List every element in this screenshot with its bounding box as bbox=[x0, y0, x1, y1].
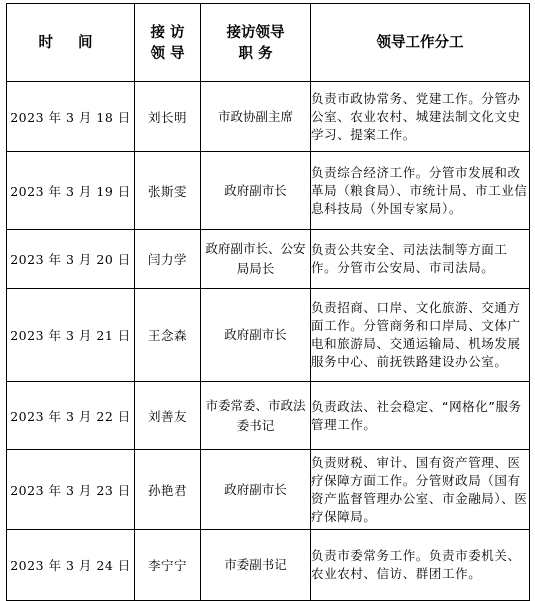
header-leader: 接 访 领 导 bbox=[135, 4, 201, 82]
date-cell: 2023 年 3 月 21 日 bbox=[7, 289, 135, 382]
header-time: 时 间 bbox=[7, 4, 135, 82]
duties-cell: 负责财税、审计、国有资产管理、医疗保障方面工作。分管财政局（国有资产监督管理办公室、市金融局）、医疗保障局。 bbox=[311, 450, 530, 530]
schedule-table-wrapper bbox=[6, 3, 530, 601]
table-row bbox=[7, 152, 530, 230]
position-cell: 市政协副主席 bbox=[201, 82, 311, 152]
leader-name-cell: 刘长明 bbox=[135, 82, 201, 152]
reception-schedule-table bbox=[6, 3, 530, 601]
table-row bbox=[7, 82, 530, 152]
table-row bbox=[7, 230, 530, 289]
date-cell: 2023 年 3 月 23 日 bbox=[7, 450, 135, 530]
position-cell: 政府副市长 bbox=[201, 152, 311, 230]
position-cell: 市委常委、市政法委书记 bbox=[201, 382, 311, 450]
table-row bbox=[7, 289, 530, 382]
position-cell: 市委副书记 bbox=[201, 530, 311, 601]
date-cell: 2023 年 3 月 22 日 bbox=[7, 382, 135, 450]
duties-cell: 负责政法、社会稳定、“网格化”服务管理工作。 bbox=[311, 382, 530, 450]
table-row bbox=[7, 530, 530, 601]
duties-cell: 负责综合经济工作。分管市发展和改革局（粮食局）、市统计局、市工业信息科技局（外国专家局）。 bbox=[311, 152, 530, 230]
leader-name-cell: 王念森 bbox=[135, 289, 201, 382]
duties-cell: 负责市政协常务、党建工作。分管办公室、农业农村、城建法制文化文史学习、提案工作。 bbox=[311, 82, 530, 152]
header-position: 接访领导 职 务 bbox=[201, 4, 311, 82]
date-cell: 2023 年 3 月 19 日 bbox=[7, 152, 135, 230]
leader-name-cell: 刘善友 bbox=[135, 382, 201, 450]
table-row bbox=[7, 382, 530, 450]
leader-name-cell: 张斯雯 bbox=[135, 152, 201, 230]
table-row bbox=[7, 450, 530, 530]
duties-cell: 负责招商、口岸、文化旅游、交通方面工作。分管商务和口岸局、文体广电和旅游局、交通运输局、机场发展服务中心、前抚铁路建设办公室。 bbox=[311, 289, 530, 382]
leader-name-cell: 孙艳君 bbox=[135, 450, 201, 530]
leader-name-cell: 李宁宁 bbox=[135, 530, 201, 601]
position-cell: 政府副市长 bbox=[201, 289, 311, 382]
header-duties: 领导工作分工 bbox=[311, 4, 530, 82]
position-cell: 政府副市长 bbox=[201, 450, 311, 530]
date-cell: 2023 年 3 月 24 日 bbox=[7, 530, 135, 601]
leader-name-cell: 闫力学 bbox=[135, 230, 201, 289]
date-cell: 2023 年 3 月 18 日 bbox=[7, 82, 135, 152]
duties-cell: 负责公共安全、司法法制等方面工作。分管市公安局、市司法局。 bbox=[311, 230, 530, 289]
duties-cell: 负责市委常务工作。负责市委机关、农业农村、信访、群团工作。 bbox=[311, 530, 530, 601]
date-cell: 2023 年 3 月 20 日 bbox=[7, 230, 135, 289]
position-cell: 政府副市长、公安局局长 bbox=[201, 230, 311, 289]
table-header-row bbox=[7, 4, 530, 82]
